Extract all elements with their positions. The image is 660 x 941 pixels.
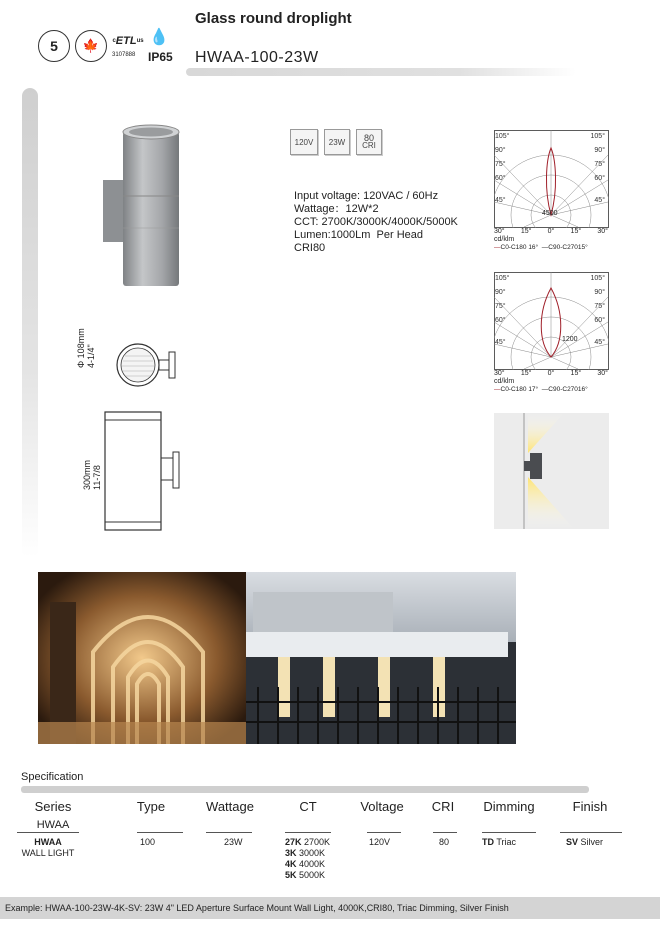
example-footer: Example: HWAA-100-23W-4K-SV: 23W 4" LED Aperture Surface Mount Wall Light, 4000K,CRI80, Triac Dimming, Silver Finish — [0, 897, 660, 919]
wattage-badge: 23W — [324, 129, 350, 155]
col-header-cri: CRI — [431, 799, 455, 814]
top-view-drawing — [80, 338, 190, 398]
water-drop-icon: 💧 — [149, 29, 169, 46]
model-number: HWAA-100-23W — [195, 49, 319, 66]
chart2-angle-label: 90° — [495, 289, 506, 296]
chart2-angle-label: 45° — [594, 339, 605, 346]
chart2-bottom-label: 30° — [494, 370, 505, 377]
col-header-series: Series — [34, 799, 72, 814]
ct-option: 3K 3000K — [285, 848, 326, 858]
ct-option: 27K 2700K — [285, 837, 331, 847]
chart1-unit: cd/klm — [494, 236, 515, 243]
cri-value: 80 — [439, 837, 450, 847]
chart2-angle-label: 90° — [594, 289, 605, 296]
header-divider — [186, 68, 576, 76]
chart2-bottom-label: 0° — [547, 370, 555, 377]
col-header-dimming: Dimming — [483, 799, 535, 814]
height-inch-label: 11-7/8 — [92, 465, 102, 490]
chart1-angle-label: 60° — [495, 175, 506, 182]
chart2-angle-label: 60° — [495, 317, 506, 324]
product-image — [95, 120, 195, 292]
chart1-legend-c0: C0-C180 16° — [500, 244, 539, 251]
chart2-bottom-label: 15° — [570, 370, 582, 377]
chart1-angle-label: 105° — [590, 133, 605, 140]
chart1-legend-c90: C90-C27015° — [548, 244, 588, 251]
col-header-ct: CT — [299, 799, 317, 814]
underline-dimming — [482, 832, 536, 833]
page-title: Glass round droplight — [195, 10, 352, 27]
wattage-value: 23W — [224, 837, 243, 847]
chart1-bottom-label: 30° — [597, 228, 608, 235]
voltage-badge: 120V — [290, 129, 318, 155]
underline-type — [137, 832, 183, 833]
chart1-angle-label: 90° — [495, 147, 506, 154]
diameter-inch-label: 4-1/4" — [86, 344, 96, 368]
chart2-angle-label: 105° — [495, 275, 510, 282]
underline-cri — [433, 832, 457, 833]
chart1-bottom-label: 15° — [520, 228, 532, 235]
installation-photo — [38, 572, 516, 744]
series-code: HWAA — [34, 837, 62, 847]
underline-series — [17, 832, 79, 833]
series-code-header: HWAA — [36, 819, 70, 831]
underline-voltage — [367, 832, 401, 833]
chart1-peak: 4500 — [542, 210, 558, 217]
chart1-angle-label: 45° — [495, 197, 506, 204]
chart2-legend-c0: C0-C180 17° — [500, 386, 539, 393]
maple-leaf-badge: 🍁 — [75, 30, 107, 62]
chart2-legend-c90: C90-C27016° — [548, 386, 588, 393]
ct-option: 5K 5000K — [285, 870, 326, 880]
chart1-angle-label: 90° — [594, 147, 605, 154]
specification-divider — [21, 786, 589, 793]
col-header-type: Type — [136, 799, 166, 814]
chart2-bottom-label: 15° — [520, 370, 532, 377]
five-year-warranty-badge: 5 — [38, 30, 70, 62]
chart1-bottom-label: 0° — [547, 228, 555, 235]
chart2-peak: 1200 — [562, 336, 578, 343]
ct-option: 4K 4000K — [285, 859, 326, 869]
series-description: WALL LIGHT — [21, 848, 75, 858]
etl-certification-mark: c ETL us — [112, 35, 144, 47]
finish-value: SV Silver — [566, 837, 604, 847]
side-view-drawing — [100, 410, 190, 535]
chart2-bottom-label: 30° — [597, 370, 608, 377]
voltage-value: 120V — [369, 837, 391, 847]
chart1-angle-label: 75° — [495, 161, 506, 168]
cri-badge: 80 CRI — [356, 129, 382, 155]
chart1-angle-label: 75° — [594, 161, 605, 168]
photometric-chart-1: 105° 90° 75° 60° 45° 105° 90° 75° 60° 45° 4500 30° 15° 0° 15° 30° cd/klm —C0-C180 16° —C90-C27015° — [494, 130, 609, 258]
chart2-angle-label: 60° — [594, 317, 605, 324]
etl-number: 3107888 — [112, 52, 136, 58]
height-label: 300mm — [82, 459, 92, 490]
underline-finish — [560, 832, 622, 833]
col-header-finish: Finish — [572, 799, 608, 814]
photometric-chart-2: 105° 90° 75° 60° 45° 105° 90° 75° 60° 45° 1200 30° 15° 0° 15° 30° cd/klm —C0-C180 17° —C90-C27016° — [494, 272, 609, 400]
chart1-bottom-label: 30° — [494, 228, 505, 235]
underline-ct — [285, 832, 331, 833]
chart1-bottom-label: 15° — [570, 228, 582, 235]
chart1-angle-label: 105° — [495, 133, 510, 140]
side-divider — [22, 88, 38, 558]
product-specs: Input voltage: 120VAC / 60Hz Wattage：12W*2 CCT: 2700K/3000K/4000K/5000K Lumen:1000Lm Per Head CRI80 — [294, 190, 458, 254]
light-effect-image — [494, 413, 609, 529]
chart2-angle-label: 45° — [495, 339, 506, 346]
ip-rating: IP65 — [148, 50, 173, 64]
chart1-angle-label: 60° — [594, 175, 605, 182]
col-header-wattage: Wattage — [206, 799, 254, 814]
specification-title: Specification — [21, 771, 84, 783]
col-header-voltage: Voltage — [360, 799, 404, 814]
chart1-angle-label: 45° — [594, 197, 605, 204]
diameter-label: Φ 108mm — [76, 328, 86, 368]
type-value: 100 — [140, 837, 156, 847]
dimming-value: TD Triac — [482, 837, 517, 847]
chart2-angle-label: 75° — [594, 303, 605, 310]
chart2-angle-label: 105° — [590, 275, 605, 282]
chart2-unit: cd/klm — [494, 378, 515, 385]
underline-wattage — [206, 832, 252, 833]
chart2-angle-label: 75° — [495, 303, 506, 310]
